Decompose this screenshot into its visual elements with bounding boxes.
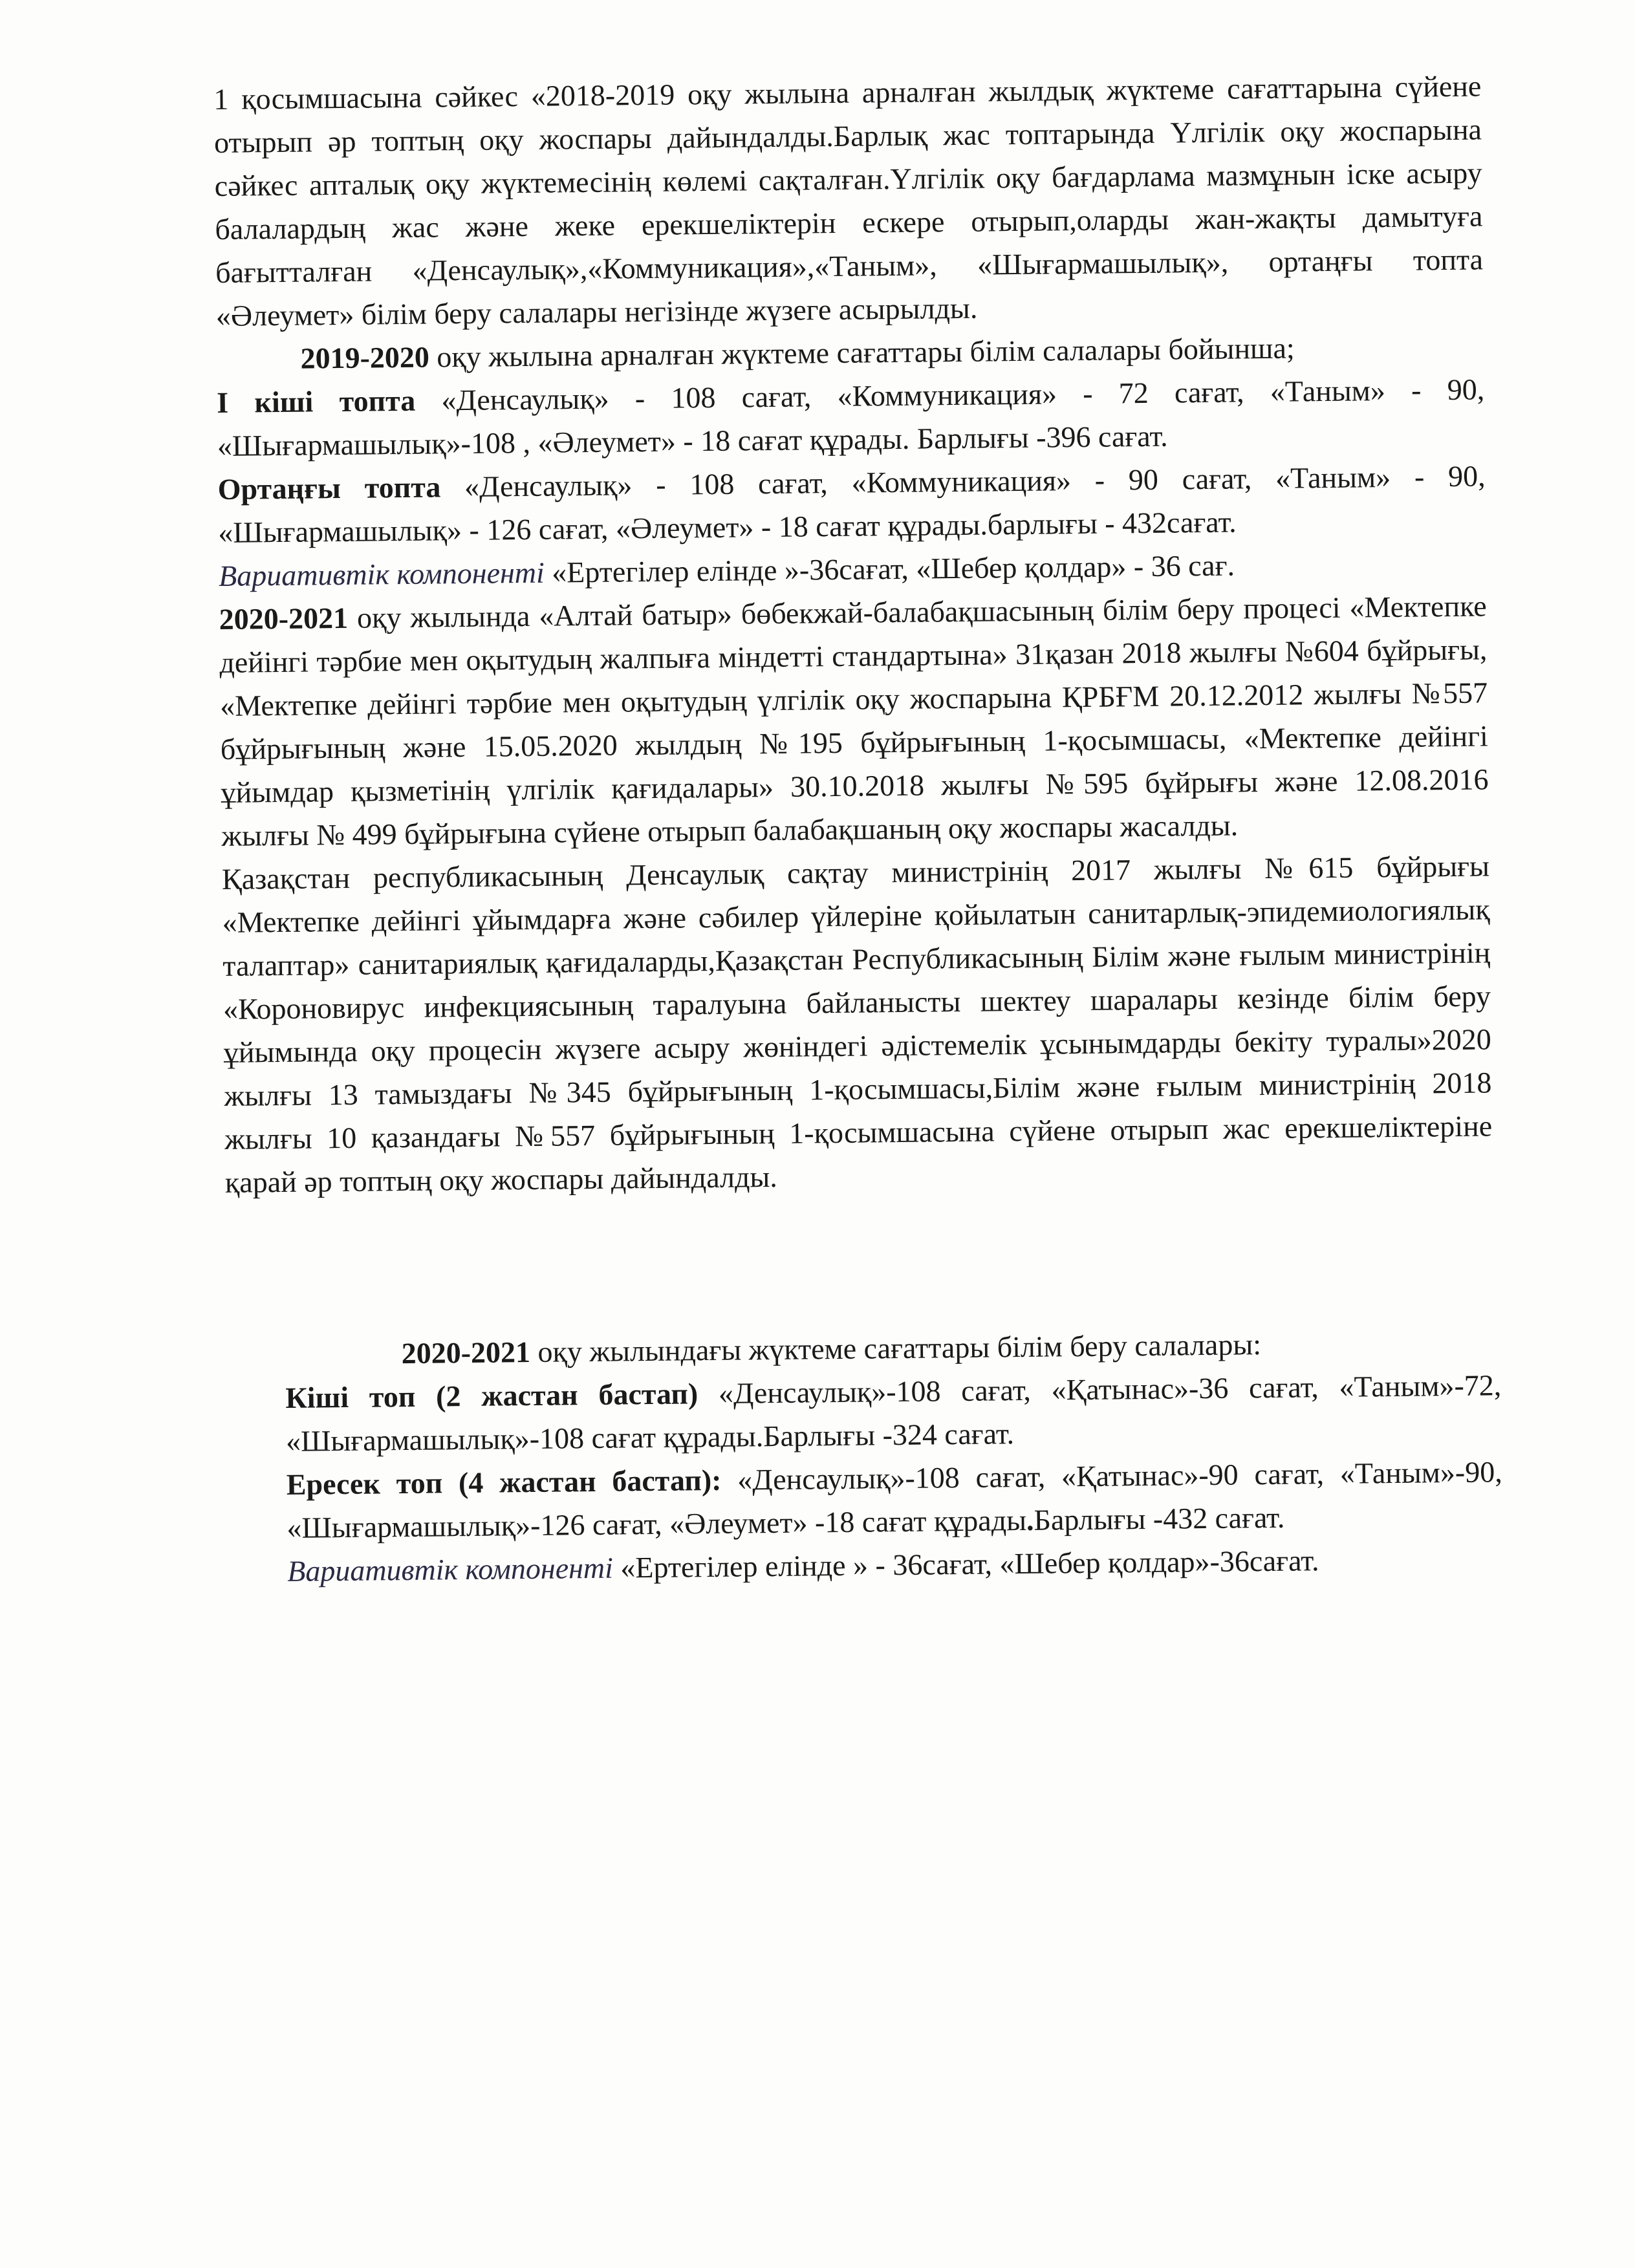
- year-2020-2021-load: 2020-2021: [401, 1335, 531, 1370]
- paragraph-intro: 1 қосымшасына сәйкес «2018-2019 оқу жылына арналған жылдық жүктеме сағаттарына сүйене отырып әр топтың оқу жоспары дайындалды.Барлық жас топтарында Үлгілік оқу жоспарына сәйкес апталық оқу жүктемесінің көлемі сақталған.Үлгілік оқу бағдарлама мазмұнын іске асыру балалардың жас және жеке ерекшеліктерін ескере отырып,оларды жан-жақты дамытуға бағытталған «Денсаулық»,«Коммуникация»,«Таным», «Шығармашылық», ортаңғы топта «Әлеумет» білім беру салалары негізінде жүзеге асырылды.: [213, 69, 1484, 332]
- paragraph-group-middle: [217, 454, 1486, 554]
- group-small-label: Кіші топ (2 жастан бастап): [285, 1377, 698, 1414]
- group-junior-text: «Денсаулық» - 108 сағат, «Коммуникация» - 72 сағат, «Таным» - 90, «Шығармашылық»-108 , «Әлеумет» - 18 сағат құрады. Барлығы -396 сағат.: [217, 373, 1485, 462]
- group-junior-label: I кіші топта: [216, 383, 416, 419]
- group-middle-text: «Денсаулық» - 108 сағат, «Коммуникация» - 90 сағат, «Таным» - 90, «Шығармашылық» - 126 сағат, «Әлеумет» - 18 сағат құрады.барлығы - 432сағат.: [218, 459, 1486, 549]
- section-2020-2021-load: [285, 1320, 1503, 1593]
- group-senior-total: Барлығы -432 сағат.: [1034, 1500, 1285, 1537]
- group-senior-dot: .: [1026, 1503, 1034, 1537]
- document-body: [213, 64, 1502, 1593]
- group-senior-label: Ересек топ (4 жастан бастап):: [286, 1463, 722, 1501]
- variative-1-text: «Ертегілер елінде »-36сағат, «Шебер қолдар» - 36 сағ.: [544, 548, 1235, 589]
- paragraph-2020-2021-text: оқу жылында «Алтай батыр» бөбекжай-балабақшасының білім беру процесі «Мектепке дейінгі тәрбие мен оқытудың жалпыға міндетті стандартына» 31қазан 2018 жылғы №604 бұйрығы, «Мектепке дейінгі тәрбие мен оқытудың үлгілік оқу жоспарына ҚРБҒМ 20.12.2012 жылғы №557 бұйрығының және 15.05.2020 жылдың №195 бұйрығының 1-қосымшасы, «Мектепке дейінгі ұйымдар қызметінің үлгілік қағидалары» 30.10.2018 жылғы №595 бұйрығы және 12.08.2016 жылғы № 499 бұйрығына сүйене отырып балабақшаның оқу жоспары жасалды.: [219, 589, 1489, 852]
- paragraph-group-small: [285, 1363, 1502, 1463]
- paragraph-sanitary: Қазақстан республикасының Денсаулық сақтау министрінің 2017 жылғы №615 бұйрығы «Мектепке дейінгі ұйымдарға және сәбилер үйлеріне қойылатын санитарлық-эпидемиологиялық талаптар» санитариялық қағидаларды,Қазақстан Республикасының Білім және ғылым министрінің «Короновирус инфекциясының таралуына байланысты шектеу шаралары кезінде білім беру ұйымында оқу процесін жүзеге асыру жөніндегі әдістемелік ұсынымдарды бекіту туралы»2020 жылғы 13 тамыздағы №345 бұйрығының 1-қосымшасы,Білім және ғылым министрінің 2018 жылғы 10 қазандағы №557 бұйрығының 1-қосымшасына сүйене отырып жас ерекшеліктеріне қарай әр топтың оқу жоспары дайындалды.: [221, 849, 1493, 1199]
- section-gap: [225, 1191, 1494, 1334]
- group-small-text: «Денсаулық»-108 сағат, «Қатынас»-36 сағат, «Таным»-72, «Шығармашылық»-108 сағат құрады.Барлығы -324 сағат.: [285, 1368, 1502, 1458]
- paragraph-2020-2021: [219, 584, 1489, 858]
- variative-1-label: Вариативтік компоненті: [218, 556, 545, 592]
- year-2019-2020: 2019-2020: [300, 340, 430, 375]
- group-senior-text: «Денсаулық»-108 сағат, «Қатынас»-90 сағат, «Таным»-90, «Шығармашылық»-126 сағат, «Әлеумет» -18 сағат құрады: [287, 1455, 1502, 1544]
- group-middle-label: Ортаңғы топта: [217, 470, 441, 506]
- paragraph-group-junior: [217, 367, 1485, 468]
- paragraph-2020-2021-load-text: оқу жылындағы жүктеме сағаттары білім беру салалары:: [530, 1328, 1262, 1368]
- variative-2-text: «Ертегілер елінде » - 36сағат, «Шебер қолдар»-36сағат.: [612, 1544, 1319, 1584]
- paragraph-group-senior: [286, 1450, 1502, 1550]
- paragraph-2019-2020-text: оқу жылына арналған жүктеме сағаттары білім салалары бойынша;: [429, 331, 1295, 374]
- year-2020-2021: 2020-2021: [219, 601, 349, 636]
- variative-2-label: Вариативтік компоненті: [287, 1551, 614, 1588]
